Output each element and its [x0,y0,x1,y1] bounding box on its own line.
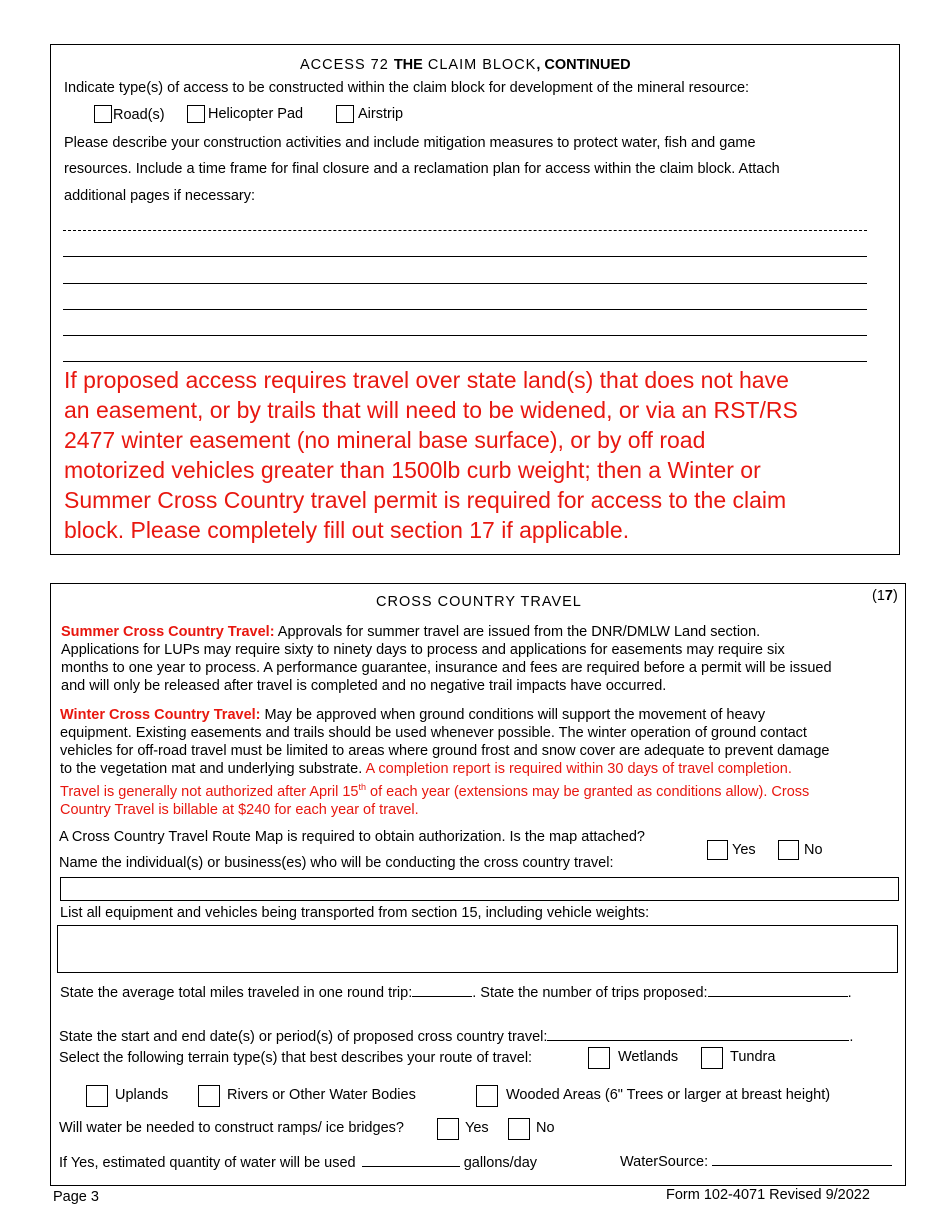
answer-line[interactable] [63,361,867,362]
ordinal-suffix: th [358,782,366,792]
access-warning [64,365,798,545]
summer-line-2: Applications for LUPs may require sixty to ninety days to process and applications for easements may require six [61,642,785,658]
summer-travel-label: Summer Cross Country Travel: [61,624,275,640]
terrain-question: Select the following terrain type(s) that best describes your route of travel: [59,1050,533,1066]
water-source-label: WaterSource: [620,1154,709,1170]
miles-field[interactable] [412,983,472,997]
miles-question: State the average total miles traveled in one round trip: [60,985,413,1001]
section-number-open: (1 [872,588,885,604]
title-mid: CLAIM BLOCK [422,57,537,73]
completion-report-note: A completion report is required within 30 days of travel completion. [365,761,792,777]
describe-line-2: resources. Include a time frame for final closure and a reclamation plan for access within the claim block. Attach [64,161,780,177]
section-number-bold: 7 [884,588,893,604]
rivers-label: Rivers or Other Water Bodies [227,1087,416,1103]
route-map-no-label: No [804,842,823,858]
water-quantity-row [59,1153,537,1171]
water-no-label: No [536,1120,555,1136]
section-number-close: ) [892,588,898,604]
trips-field[interactable] [708,983,848,997]
rivers-checkbox[interactable] [198,1085,220,1107]
water-no-checkbox[interactable] [508,1118,530,1140]
dates-question: State the start and end date(s) or period(s) of proposed cross country travel: [59,1029,548,1045]
route-map-no-checkbox[interactable] [778,840,799,860]
describe-line-1: Please describe your construction activities and include mitigation measures to protect water, fish and game [64,135,756,151]
answer-line-dashed[interactable] [63,230,867,231]
access-section-title [300,57,631,73]
section-number [872,588,898,604]
roads-label: Road(s) [113,107,165,123]
tundra-checkbox[interactable] [701,1047,723,1069]
miles-trips-row [60,983,852,1001]
dates-row [59,1027,853,1045]
period: . [847,985,852,1001]
helicopter-pad-label: Helicopter Pad [208,106,304,122]
winter-line-1: May be approved when ground conditions will support the movement of heavy [260,707,766,723]
water-yes-label: Yes [465,1120,489,1136]
equipment-field[interactable] [57,925,898,973]
summer-line-1: Approvals for summer travel are issued from the DNR/DMLW Land section. [274,624,761,640]
describe-line-3: additional pages if necessary: [64,188,256,204]
water-quantity-question: If Yes, estimated quantity of water will be used [59,1155,356,1171]
water-source-field[interactable] [712,1152,892,1166]
gallons-unit: gallons/day [463,1155,538,1171]
warning-line-1: If proposed access requires travel over state land(s) that does not have [64,367,789,393]
warning-line-5: Summer Cross Country travel permit is required for access to the claim [64,487,787,513]
summer-line-3: months to one year to process. A performance guarantee, insurance and fees are required before a permit will be issued [61,660,832,676]
tundra-label: Tundra [730,1049,776,1065]
roads-checkbox[interactable] [94,105,112,123]
winter-line-5b: of each year (extensions may be granted as conditions allow). Cross [366,783,810,800]
water-quantity-field[interactable] [362,1153,460,1167]
winter-line-3: vehicles for off-road travel must be limited to areas where ground frost and snow cover are adequate to prevent damage [60,743,830,759]
water-yes-checkbox[interactable] [437,1118,459,1140]
dates-field[interactable] [547,1027,849,1041]
equipment-question: List all equipment and vehicles being transported from section 15, including vehicle weights: [60,905,650,921]
title-suffix: , CONTINUED [536,57,631,73]
wooded-areas-label: Wooded Areas (6" Trees or larger at breast height) [506,1087,831,1103]
airstrip-checkbox[interactable] [336,105,354,123]
cross-country-title: CROSS COUNTRY TRAVEL [376,594,582,610]
answer-line[interactable] [63,335,867,336]
page-number: Page 3 [53,1189,99,1205]
water-source-row [620,1152,892,1170]
warning-line-4: motorized vehicles greater than 1500lb curb weight; then a Winter or [64,457,761,483]
period: . [849,1029,854,1045]
uplands-checkbox[interactable] [86,1085,108,1107]
wetlands-label: Wetlands [618,1049,679,1065]
warning-line-6: block. Please completely fill out section 17 if applicable. [64,517,630,543]
winter-line-5: Travel is generally not authorized after April 15 [60,783,359,800]
warning-line-3: 2477 winter easement (no mineral base surface), or by off road [64,427,706,453]
route-map-yes-label: Yes [732,842,756,858]
water-question: Will water be needed to construct ramps/ ice bridges? [59,1120,404,1136]
trips-question: . State the number of trips proposed: [472,985,708,1001]
summer-line-4: and will only be released after travel is completed and no negative trail impacts have occurred. [61,678,667,694]
route-map-question: A Cross Country Travel Route Map is required to obtain authorization. Is the map attached? [59,829,645,845]
winter-line-4: to the vegetation mat and underlying substrate. [60,761,366,777]
winter-line-2: equipment. Existing easements and trails should be used whenever possible. The winter operation of ground contact [60,725,807,741]
answer-line[interactable] [63,309,867,310]
winter-travel-paragraph [60,706,829,819]
route-map-yes-checkbox[interactable] [707,840,728,860]
wetlands-checkbox[interactable] [588,1047,610,1069]
wooded-areas-checkbox[interactable] [476,1085,498,1107]
operator-name-field[interactable] [60,877,899,901]
operator-name-question: Name the individual(s) or business(es) who will be conducting the cross country travel: [59,855,614,871]
title-prefix: ACCESS 72 [300,57,394,73]
form-number: Form 102-4071 Revised 9/2022 [666,1187,870,1203]
title-bold: THE [393,57,423,73]
billing-note: Country Travel is billable at $240 for each year of travel. [60,801,419,818]
winter-travel-label: Winter Cross Country Travel: [60,707,261,723]
summer-travel-paragraph [61,623,832,695]
answer-line[interactable] [63,283,867,284]
airstrip-label: Airstrip [358,106,404,122]
answer-line[interactable] [63,256,867,257]
uplands-label: Uplands [115,1087,169,1103]
warning-line-2: an easement, or by trails that will need to be widened, or via an RST/RS [64,397,798,423]
access-type-prompt: Indicate type(s) of access to be constructed within the claim block for development of the mineral resource: [64,80,750,96]
helicopter-pad-checkbox[interactable] [187,105,205,123]
